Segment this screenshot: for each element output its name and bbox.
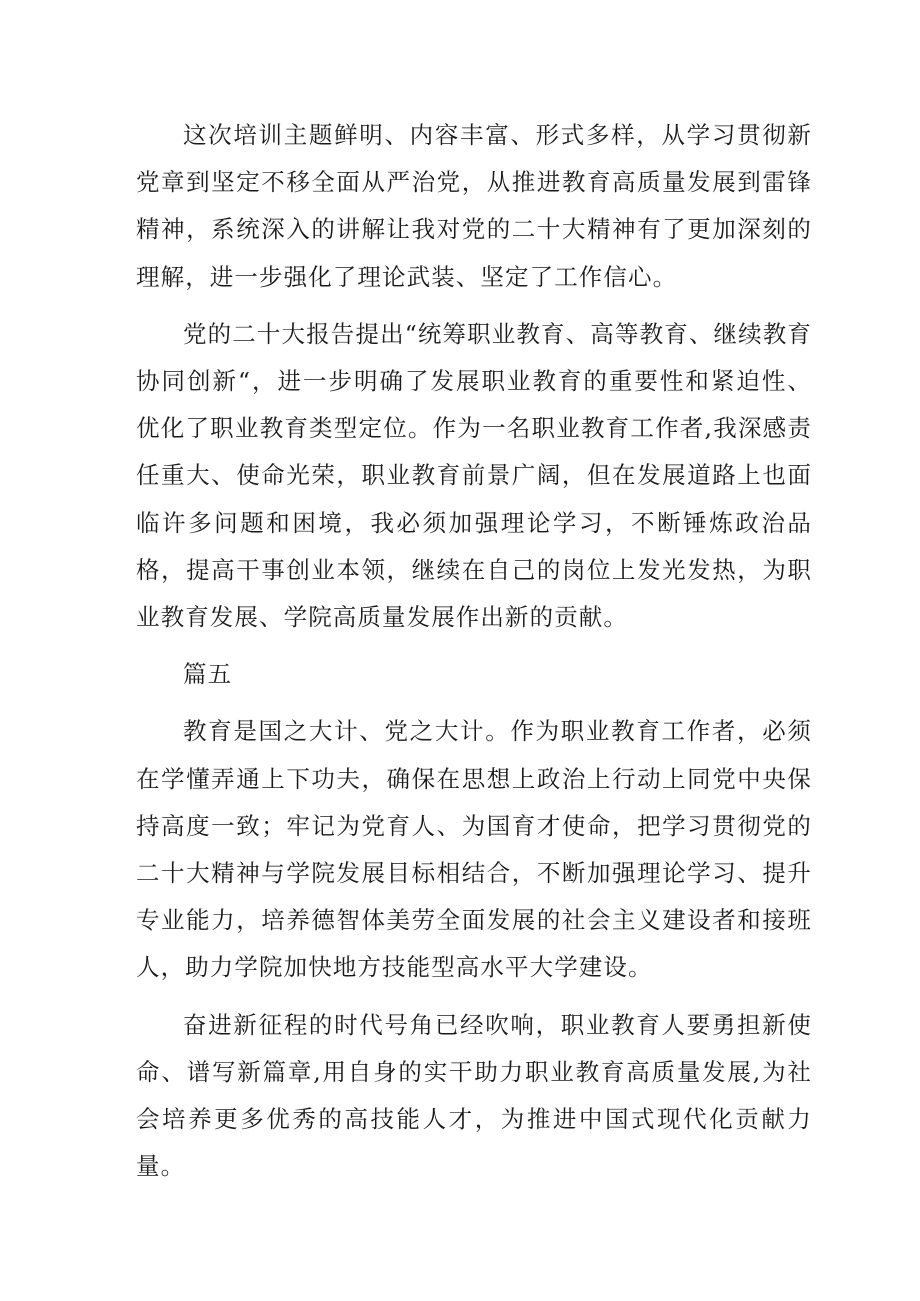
section-heading: 篇五: [183, 660, 233, 689]
paragraph-training-reflection: 这次培训主题鲜明、内容丰富、形式多样，从学习贯彻新党章到坚定不移全面从严治党，从推进教育高质量发展到雷锋精神，系统深入的讲解让我对党的二十大精神有了更加深刻的理解，进一步强化了理论武装、坚定了工作信心。: [136, 121, 812, 291]
document-page: [136, 112, 812, 1190]
paragraph-education-national-plan: 教育是国之大计、党之大计。作为职业教育工作者，必须在学懂弄通上下功夫，确保在思想上政治上行动上同党中央保持高度一致；牢记为党育人、为国育才使命，把学习贯彻党的二十大精神与学院发展目标相结合，不断加强理论学习、提升专业能力，培养德智体美劳全面发展的社会主义建设者和接班人，助力学院加快地方技能型高水平大学建设。: [136, 717, 812, 982]
paragraph-vocational-education-report: 党的二十大报告提出“统筹职业教育、高等教育、继续教育协同创新“，进一步明确了发展职业教育的重要性和紧迫性、优化了职业教育类型定位。作为一名职业教育工作者,我深感责任重大、使命光荣，职业教育前景广阔，但在发展道路上也面临许多问题和困境，我必须加强理论学习，不断锤炼政治品格，提高干事创业本领，继续在自己的岗位上发光发热，为职业教育发展、学院高质量发展作出新的贡献。: [136, 319, 812, 632]
paragraph-new-journey: 奋进新征程的时代号角已经吹响，职业教育人要勇担新使命、谱写新篇章,用自身的实干助力职业教育高质量发展,为社会培养更多优秀的高技能人才，为推进中国式现代化贡献力量。: [136, 1010, 812, 1181]
